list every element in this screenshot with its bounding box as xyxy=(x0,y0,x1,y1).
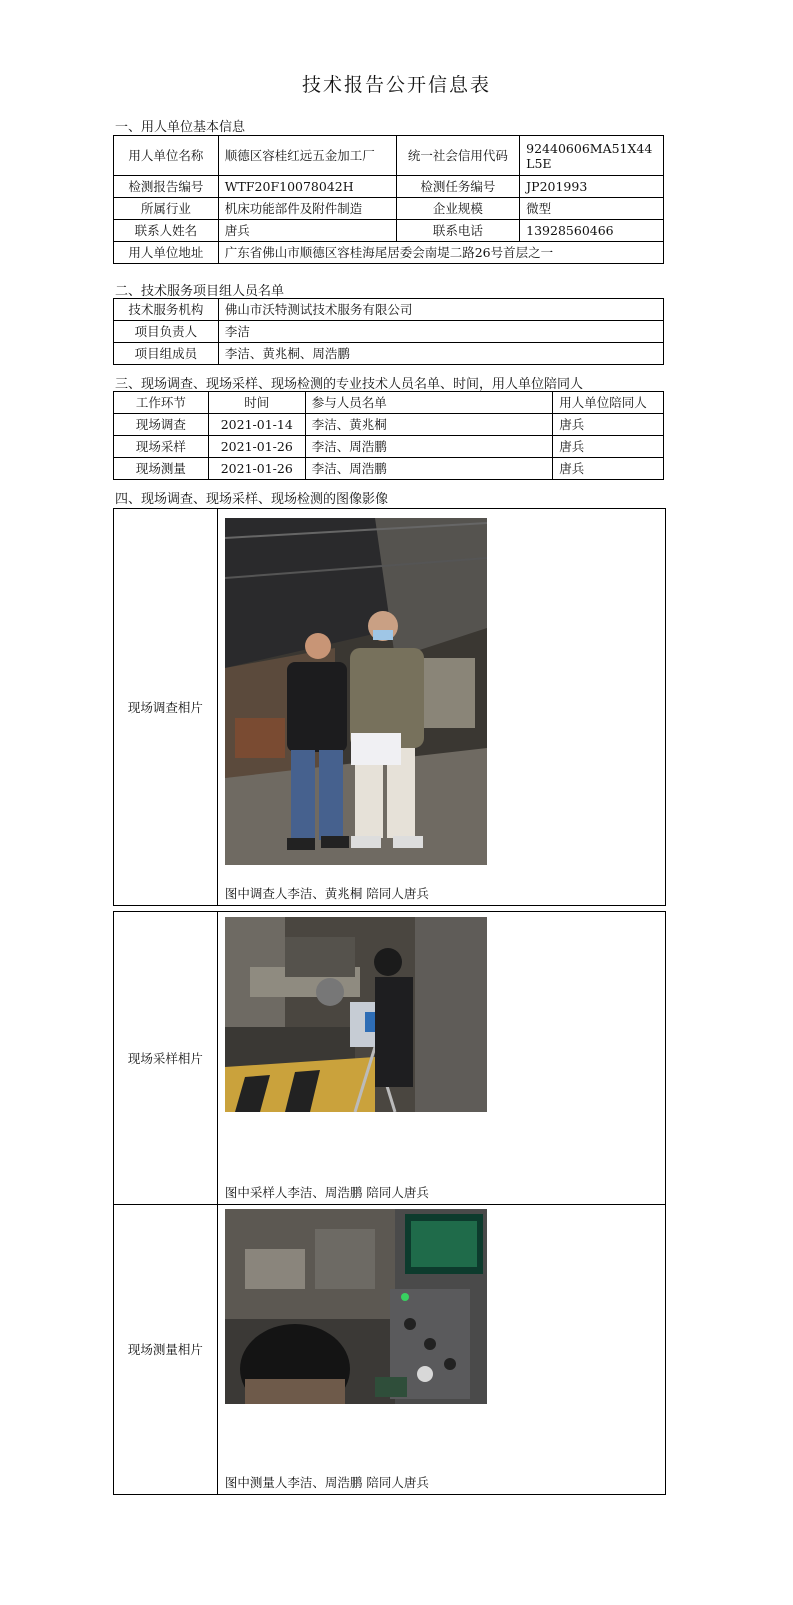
sampling-photo xyxy=(225,917,487,1112)
photo-label: 现场采样相片 xyxy=(114,912,218,1205)
cell-value: 广东省佛山市顺德区容桂海尾居委会南堤二路26号首层之一 xyxy=(218,242,663,264)
table-row xyxy=(114,436,664,458)
cell-value: WTF20F10078042H xyxy=(218,176,396,198)
photo-cell xyxy=(217,509,665,906)
photo-table-survey xyxy=(113,508,666,906)
table-row xyxy=(114,414,664,436)
schedule-table xyxy=(113,391,664,480)
table-row xyxy=(114,136,664,176)
table-row xyxy=(114,343,664,365)
cell-value: 92440606MA51X44L5E xyxy=(520,136,664,176)
table-row xyxy=(114,198,664,220)
table-header-row xyxy=(114,392,664,414)
cell-value: 李洁、周浩鹏 xyxy=(305,458,552,480)
photo-cell xyxy=(217,912,665,1205)
table-row xyxy=(114,299,664,321)
column-header: 时间 xyxy=(208,392,305,414)
table-row xyxy=(114,220,664,242)
photo-label: 现场测量相片 xyxy=(114,1205,218,1495)
column-header: 工作环节 xyxy=(114,392,209,414)
cell-value: 现场采样 xyxy=(114,436,209,458)
photo-caption: 图中采样人李洁、周浩鹏 陪同人唐兵 xyxy=(224,1185,429,1200)
cell-label: 检测报告编号 xyxy=(114,176,219,198)
cell-value: 现场测量 xyxy=(114,458,209,480)
cell-value: 唐兵 xyxy=(553,414,664,436)
photo-label: 现场调查相片 xyxy=(114,509,218,906)
cell-label: 项目负责人 xyxy=(114,321,219,343)
cell-value: 2021-01-26 xyxy=(208,458,305,480)
cell-label: 所属行业 xyxy=(114,198,219,220)
cell-value: 2021-01-14 xyxy=(208,414,305,436)
cell-value: 现场调查 xyxy=(114,414,209,436)
photo-cell xyxy=(217,1205,665,1495)
section4-heading: 四、现场调查、现场采样、现场检测的图像影像 xyxy=(115,492,389,507)
cell-value: 顺德区容桂红远五金加工厂 xyxy=(218,136,396,176)
cell-value: JP201993 xyxy=(520,176,664,198)
cell-value: 2021-01-26 xyxy=(208,436,305,458)
photo-caption: 图中调查人李洁、黄兆桐 陪同人唐兵 xyxy=(224,886,429,901)
cell-value: 李洁、黄兆桐、周浩鹏 xyxy=(218,343,663,365)
cell-value: 唐兵 xyxy=(218,220,396,242)
table-row xyxy=(114,242,664,264)
cell-label: 联系人姓名 xyxy=(114,220,219,242)
cell-value: 微型 xyxy=(520,198,664,220)
cell-label: 项目组成员 xyxy=(114,343,219,365)
cell-label: 检测任务编号 xyxy=(396,176,520,198)
cell-label: 技术服务机构 xyxy=(114,299,219,321)
page-title: 技术报告公开信息表 xyxy=(301,74,491,96)
cell-value: 机床功能部件及附件制造 xyxy=(218,198,396,220)
cell-value: 李洁、周浩鹏 xyxy=(305,436,552,458)
cell-value: 佛山市沃特测试技术服务有限公司 xyxy=(218,299,663,321)
basic-info-table xyxy=(113,135,664,264)
cell-label: 联系电话 xyxy=(396,220,520,242)
team-table xyxy=(113,298,664,365)
section1-heading: 一、用人单位基本信息 xyxy=(115,120,246,135)
column-header: 参与人员名单 xyxy=(305,392,552,414)
section2-heading: 二、技术服务项目组人员名单 xyxy=(115,284,285,299)
photo-caption: 图中测量人李洁、周浩鹏 陪同人唐兵 xyxy=(224,1475,429,1490)
measurement-photo xyxy=(225,1209,487,1404)
cell-value: 唐兵 xyxy=(553,458,664,480)
column-header: 用人单位陪同人 xyxy=(553,392,664,414)
cell-value: 李洁 xyxy=(218,321,663,343)
cell-label: 统一社会信用代码 xyxy=(396,136,520,176)
table-row xyxy=(114,321,664,343)
cell-label: 用人单位地址 xyxy=(114,242,219,264)
cell-label: 用人单位名称 xyxy=(114,136,219,176)
cell-value: 13928560466 xyxy=(520,220,664,242)
cell-label: 企业规模 xyxy=(396,198,520,220)
section3-heading: 三、现场调查、现场采样、现场检测的专业技术人员名单、时间，用人单位陪同人 xyxy=(115,377,584,392)
photo-table-sampling-measure xyxy=(113,911,666,1495)
survey-photo xyxy=(225,518,487,865)
table-row xyxy=(114,176,664,198)
cell-value: 李洁、黄兆桐 xyxy=(305,414,552,436)
cell-value: 唐兵 xyxy=(553,436,664,458)
table-row xyxy=(114,458,664,480)
